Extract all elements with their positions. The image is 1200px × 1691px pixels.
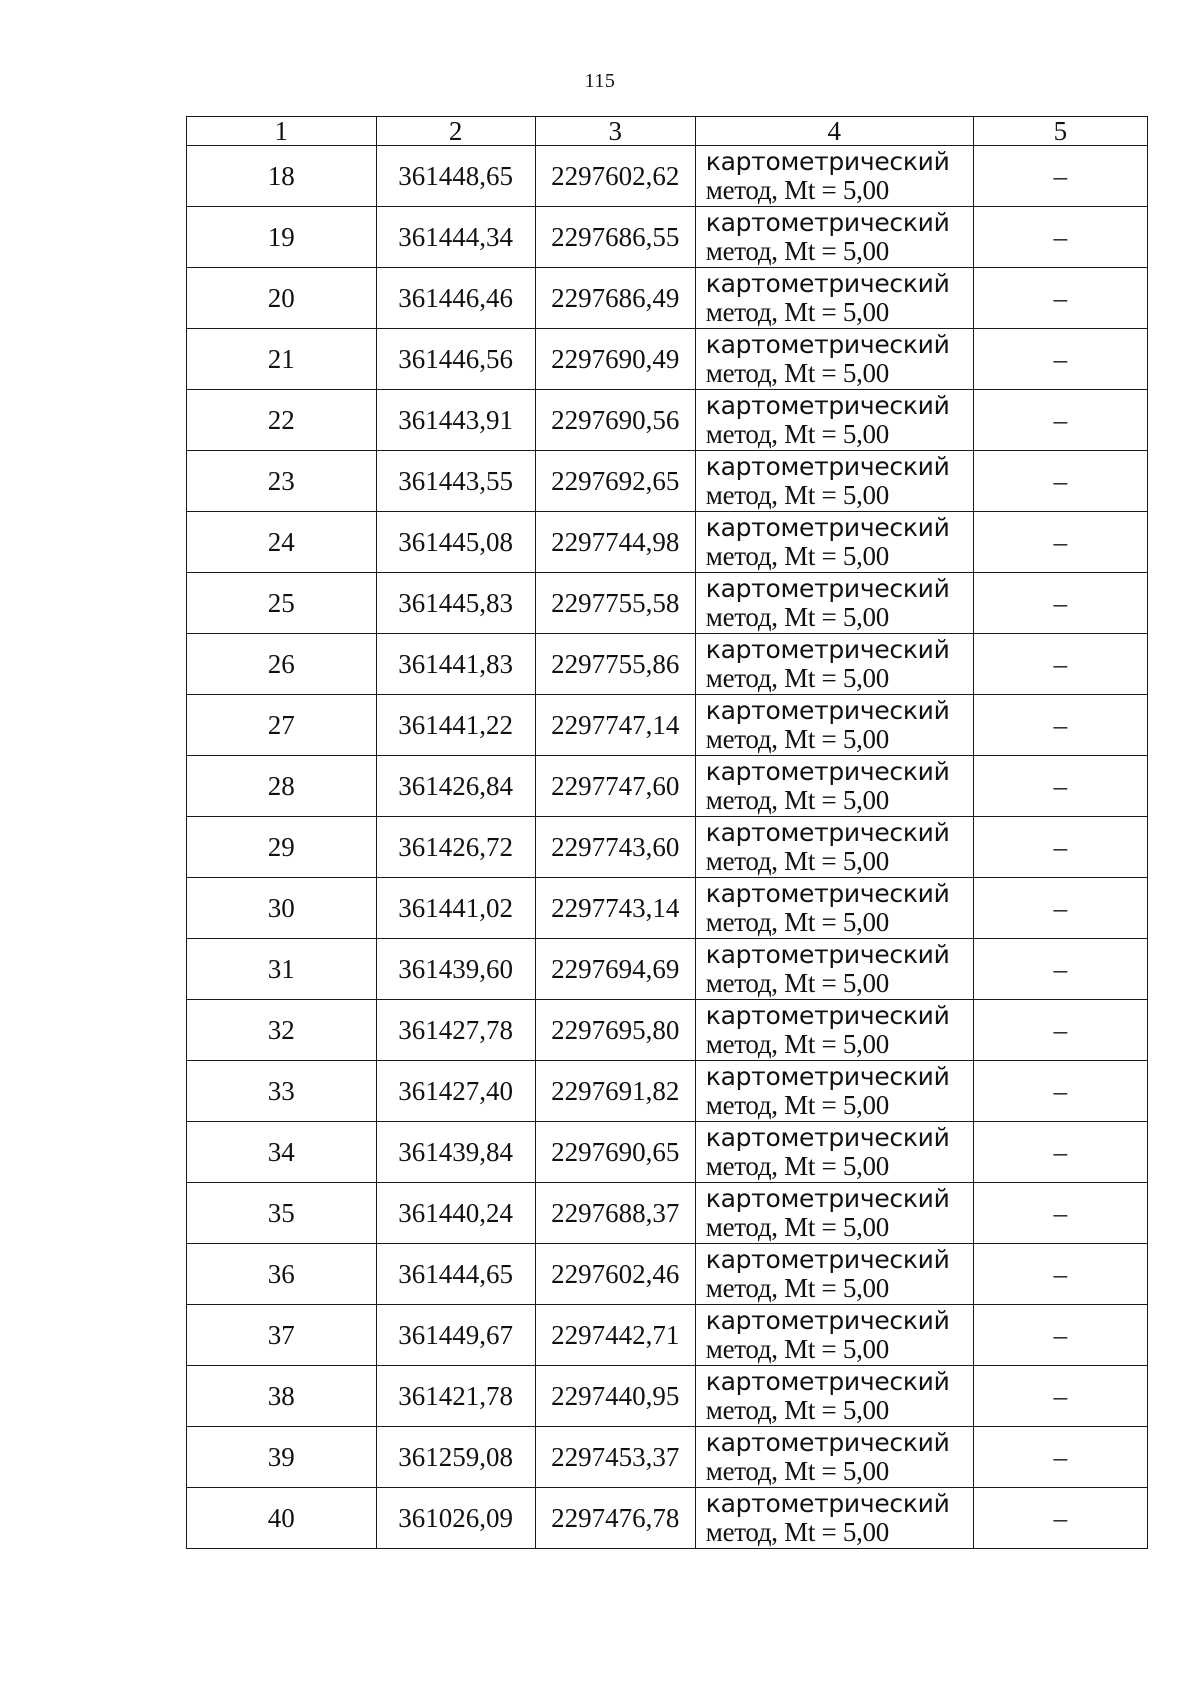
point-number-cell: 35 xyxy=(187,1183,377,1244)
y-coordinate-cell: 2297743,14 xyxy=(535,878,695,939)
method-line-1: картометрический xyxy=(705,1062,950,1091)
note-cell: – xyxy=(973,573,1147,634)
table-row xyxy=(187,1122,1148,1183)
point-number-cell: 18 xyxy=(187,146,377,207)
method-cell xyxy=(695,634,973,695)
method-cell xyxy=(695,1061,973,1122)
method-line-2: метод, Mt = 5,00 xyxy=(705,480,889,510)
method-cell xyxy=(695,1366,973,1427)
x-coordinate-cell: 361445,83 xyxy=(376,573,535,634)
method-line-1: картометрический xyxy=(705,818,950,847)
note-cell: – xyxy=(973,390,1147,451)
point-number-cell: 30 xyxy=(187,878,377,939)
method-line-2: метод, Mt = 5,00 xyxy=(705,907,889,937)
note-cell: – xyxy=(973,1427,1147,1488)
point-number-cell: 37 xyxy=(187,1305,377,1366)
column-header-2: 2 xyxy=(376,117,535,146)
note-cell: – xyxy=(973,1000,1147,1061)
point-number-cell: 36 xyxy=(187,1244,377,1305)
table-row xyxy=(187,146,1148,207)
note-cell: – xyxy=(973,1488,1147,1549)
column-header-3: 3 xyxy=(535,117,695,146)
x-coordinate-cell: 361440,24 xyxy=(376,1183,535,1244)
table-row xyxy=(187,878,1148,939)
y-coordinate-cell: 2297744,98 xyxy=(535,512,695,573)
table-row xyxy=(187,817,1148,878)
y-coordinate-cell: 2297755,86 xyxy=(535,634,695,695)
table-row xyxy=(187,634,1148,695)
y-coordinate-cell: 2297743,60 xyxy=(535,817,695,878)
note-cell: – xyxy=(973,1244,1147,1305)
method-line-1: картометрический xyxy=(705,1367,950,1396)
x-coordinate-cell: 361446,46 xyxy=(376,268,535,329)
x-coordinate-cell: 361427,40 xyxy=(376,1061,535,1122)
method-line-2: метод, Mt = 5,00 xyxy=(705,663,889,693)
method-line-2: метод, Mt = 5,00 xyxy=(705,1395,889,1425)
x-coordinate-cell: 361441,02 xyxy=(376,878,535,939)
point-number-cell: 28 xyxy=(187,756,377,817)
method-cell xyxy=(695,695,973,756)
note-cell: – xyxy=(973,1061,1147,1122)
point-number-cell: 27 xyxy=(187,695,377,756)
method-cell xyxy=(695,1305,973,1366)
method-line-1: картометрический xyxy=(705,513,950,542)
method-cell xyxy=(695,1427,973,1488)
column-header-4: 4 xyxy=(695,117,973,146)
page-number: 115 xyxy=(584,70,616,92)
note-cell: – xyxy=(973,878,1147,939)
method-cell xyxy=(695,817,973,878)
method-line-2: метод, Mt = 5,00 xyxy=(705,968,889,998)
method-line-2: метод, Mt = 5,00 xyxy=(705,1212,889,1242)
y-coordinate-cell: 2297747,14 xyxy=(535,695,695,756)
x-coordinate-cell: 361445,08 xyxy=(376,512,535,573)
x-coordinate-cell: 361444,65 xyxy=(376,1244,535,1305)
method-cell xyxy=(695,268,973,329)
point-number-cell: 26 xyxy=(187,634,377,695)
method-line-1: картометрический xyxy=(705,1184,950,1213)
table-row xyxy=(187,939,1148,1000)
table-row xyxy=(187,390,1148,451)
method-line-1: картометрический xyxy=(705,1001,950,1030)
method-line-2: метод, Mt = 5,00 xyxy=(705,419,889,449)
note-cell: – xyxy=(973,756,1147,817)
method-line-2: метод, Mt = 5,00 xyxy=(705,1456,889,1486)
method-line-1: картометрический xyxy=(705,574,950,603)
table-row xyxy=(187,451,1148,512)
method-line-2: метод, Mt = 5,00 xyxy=(705,724,889,754)
method-cell xyxy=(695,756,973,817)
y-coordinate-cell: 2297602,62 xyxy=(535,146,695,207)
method-line-2: метод, Mt = 5,00 xyxy=(705,236,889,266)
method-line-1: картометрический xyxy=(705,757,950,786)
y-coordinate-cell: 2297690,49 xyxy=(535,329,695,390)
y-coordinate-cell: 2297442,71 xyxy=(535,1305,695,1366)
y-coordinate-cell: 2297476,78 xyxy=(535,1488,695,1549)
note-cell: – xyxy=(973,1183,1147,1244)
method-line-1: картометрический xyxy=(705,1306,950,1335)
method-line-2: метод, Mt = 5,00 xyxy=(705,358,889,388)
method-line-1: картометрический xyxy=(705,1123,950,1152)
y-coordinate-cell: 2297694,69 xyxy=(535,939,695,1000)
method-line-2: метод, Mt = 5,00 xyxy=(705,1090,889,1120)
method-line-2: метод, Mt = 5,00 xyxy=(705,1151,889,1181)
note-cell: – xyxy=(973,207,1147,268)
method-cell xyxy=(695,1183,973,1244)
point-number-cell: 25 xyxy=(187,573,377,634)
method-line-2: метод, Mt = 5,00 xyxy=(705,602,889,632)
table-row xyxy=(187,1488,1148,1549)
x-coordinate-cell: 361444,34 xyxy=(376,207,535,268)
x-coordinate-cell: 361449,67 xyxy=(376,1305,535,1366)
table-row xyxy=(187,573,1148,634)
y-coordinate-cell: 2297453,37 xyxy=(535,1427,695,1488)
note-cell: – xyxy=(973,1366,1147,1427)
method-cell xyxy=(695,939,973,1000)
coordinates-table xyxy=(186,116,1148,1549)
column-header-1: 1 xyxy=(187,117,377,146)
method-line-2: метод, Mt = 5,00 xyxy=(705,297,889,327)
y-coordinate-cell: 2297686,49 xyxy=(535,268,695,329)
method-cell xyxy=(695,1000,973,1061)
table-row xyxy=(187,1244,1148,1305)
note-cell: – xyxy=(973,329,1147,390)
method-cell xyxy=(695,1488,973,1549)
x-coordinate-cell: 361443,55 xyxy=(376,451,535,512)
method-cell xyxy=(695,1122,973,1183)
method-line-2: метод, Mt = 5,00 xyxy=(705,1334,889,1364)
x-coordinate-cell: 361439,60 xyxy=(376,939,535,1000)
note-cell: – xyxy=(973,512,1147,573)
method-line-1: картометрический xyxy=(705,1428,950,1457)
y-coordinate-cell: 2297688,37 xyxy=(535,1183,695,1244)
method-line-1: картометрический xyxy=(705,391,950,420)
table-row xyxy=(187,512,1148,573)
method-line-1: картометрический xyxy=(705,879,950,908)
method-cell xyxy=(695,451,973,512)
table-row xyxy=(187,329,1148,390)
method-line-2: метод, Mt = 5,00 xyxy=(705,1517,889,1547)
method-line-2: метод, Mt = 5,00 xyxy=(705,1273,889,1303)
method-line-1: картометрический xyxy=(705,1245,950,1274)
note-cell: – xyxy=(973,817,1147,878)
method-line-2: метод, Mt = 5,00 xyxy=(705,785,889,815)
method-cell xyxy=(695,329,973,390)
x-coordinate-cell: 361443,91 xyxy=(376,390,535,451)
method-cell xyxy=(695,1244,973,1305)
x-coordinate-cell: 361259,08 xyxy=(376,1427,535,1488)
method-line-2: метод, Mt = 5,00 xyxy=(705,541,889,571)
point-number-cell: 34 xyxy=(187,1122,377,1183)
point-number-cell: 38 xyxy=(187,1366,377,1427)
method-line-1: картометрический xyxy=(705,208,950,237)
table-row xyxy=(187,1427,1148,1488)
y-coordinate-cell: 2297691,82 xyxy=(535,1061,695,1122)
point-number-cell: 40 xyxy=(187,1488,377,1549)
point-number-cell: 32 xyxy=(187,1000,377,1061)
x-coordinate-cell: 361446,56 xyxy=(376,329,535,390)
table-row xyxy=(187,268,1148,329)
y-coordinate-cell: 2297602,46 xyxy=(535,1244,695,1305)
y-coordinate-cell: 2297440,95 xyxy=(535,1366,695,1427)
note-cell: – xyxy=(973,1122,1147,1183)
note-cell: – xyxy=(973,695,1147,756)
note-cell: – xyxy=(973,146,1147,207)
method-line-1: картометрический xyxy=(705,147,950,176)
x-coordinate-cell: 361439,84 xyxy=(376,1122,535,1183)
note-cell: – xyxy=(973,939,1147,1000)
point-number-cell: 24 xyxy=(187,512,377,573)
note-cell: – xyxy=(973,1305,1147,1366)
method-line-1: картометрический xyxy=(705,452,950,481)
point-number-cell: 20 xyxy=(187,268,377,329)
x-coordinate-cell: 361441,22 xyxy=(376,695,535,756)
x-coordinate-cell: 361426,72 xyxy=(376,817,535,878)
y-coordinate-cell: 2297692,65 xyxy=(535,451,695,512)
x-coordinate-cell: 361427,78 xyxy=(376,1000,535,1061)
header-row xyxy=(187,117,1148,146)
y-coordinate-cell: 2297747,60 xyxy=(535,756,695,817)
method-cell xyxy=(695,512,973,573)
method-line-1: картометрический xyxy=(705,330,950,359)
point-number-cell: 19 xyxy=(187,207,377,268)
method-line-2: метод, Mt = 5,00 xyxy=(705,1029,889,1059)
note-cell: – xyxy=(973,268,1147,329)
y-coordinate-cell: 2297755,58 xyxy=(535,573,695,634)
method-line-1: картометрический xyxy=(705,1489,950,1518)
note-cell: – xyxy=(973,634,1147,695)
method-cell xyxy=(695,207,973,268)
point-number-cell: 23 xyxy=(187,451,377,512)
method-line-2: метод, Mt = 5,00 xyxy=(705,846,889,876)
y-coordinate-cell: 2297690,56 xyxy=(535,390,695,451)
y-coordinate-cell: 2297686,55 xyxy=(535,207,695,268)
note-cell: – xyxy=(973,451,1147,512)
method-cell xyxy=(695,878,973,939)
method-line-2: метод, Mt = 5,00 xyxy=(705,175,889,205)
table-row xyxy=(187,1061,1148,1122)
method-line-1: картометрический xyxy=(705,696,950,725)
table-row xyxy=(187,1366,1148,1427)
x-coordinate-cell: 361448,65 xyxy=(376,146,535,207)
y-coordinate-cell: 2297695,80 xyxy=(535,1000,695,1061)
point-number-cell: 22 xyxy=(187,390,377,451)
table-header xyxy=(187,117,1148,146)
point-number-cell: 33 xyxy=(187,1061,377,1122)
table-row xyxy=(187,1305,1148,1366)
point-number-cell: 21 xyxy=(187,329,377,390)
x-coordinate-cell: 361426,84 xyxy=(376,756,535,817)
table-body xyxy=(187,146,1148,1549)
method-cell xyxy=(695,390,973,451)
table-row xyxy=(187,695,1148,756)
point-number-cell: 31 xyxy=(187,939,377,1000)
method-line-1: картометрический xyxy=(705,269,950,298)
method-line-1: картометрический xyxy=(705,940,950,969)
table-row xyxy=(187,1000,1148,1061)
column-header-5: 5 xyxy=(973,117,1147,146)
table-row xyxy=(187,756,1148,817)
method-cell xyxy=(695,573,973,634)
y-coordinate-cell: 2297690,65 xyxy=(535,1122,695,1183)
table-row xyxy=(187,1183,1148,1244)
x-coordinate-cell: 361441,83 xyxy=(376,634,535,695)
method-cell xyxy=(695,146,973,207)
point-number-cell: 39 xyxy=(187,1427,377,1488)
x-coordinate-cell: 361421,78 xyxy=(376,1366,535,1427)
point-number-cell: 29 xyxy=(187,817,377,878)
x-coordinate-cell: 361026,09 xyxy=(376,1488,535,1549)
method-line-1: картометрический xyxy=(705,635,950,664)
table-row xyxy=(187,207,1148,268)
